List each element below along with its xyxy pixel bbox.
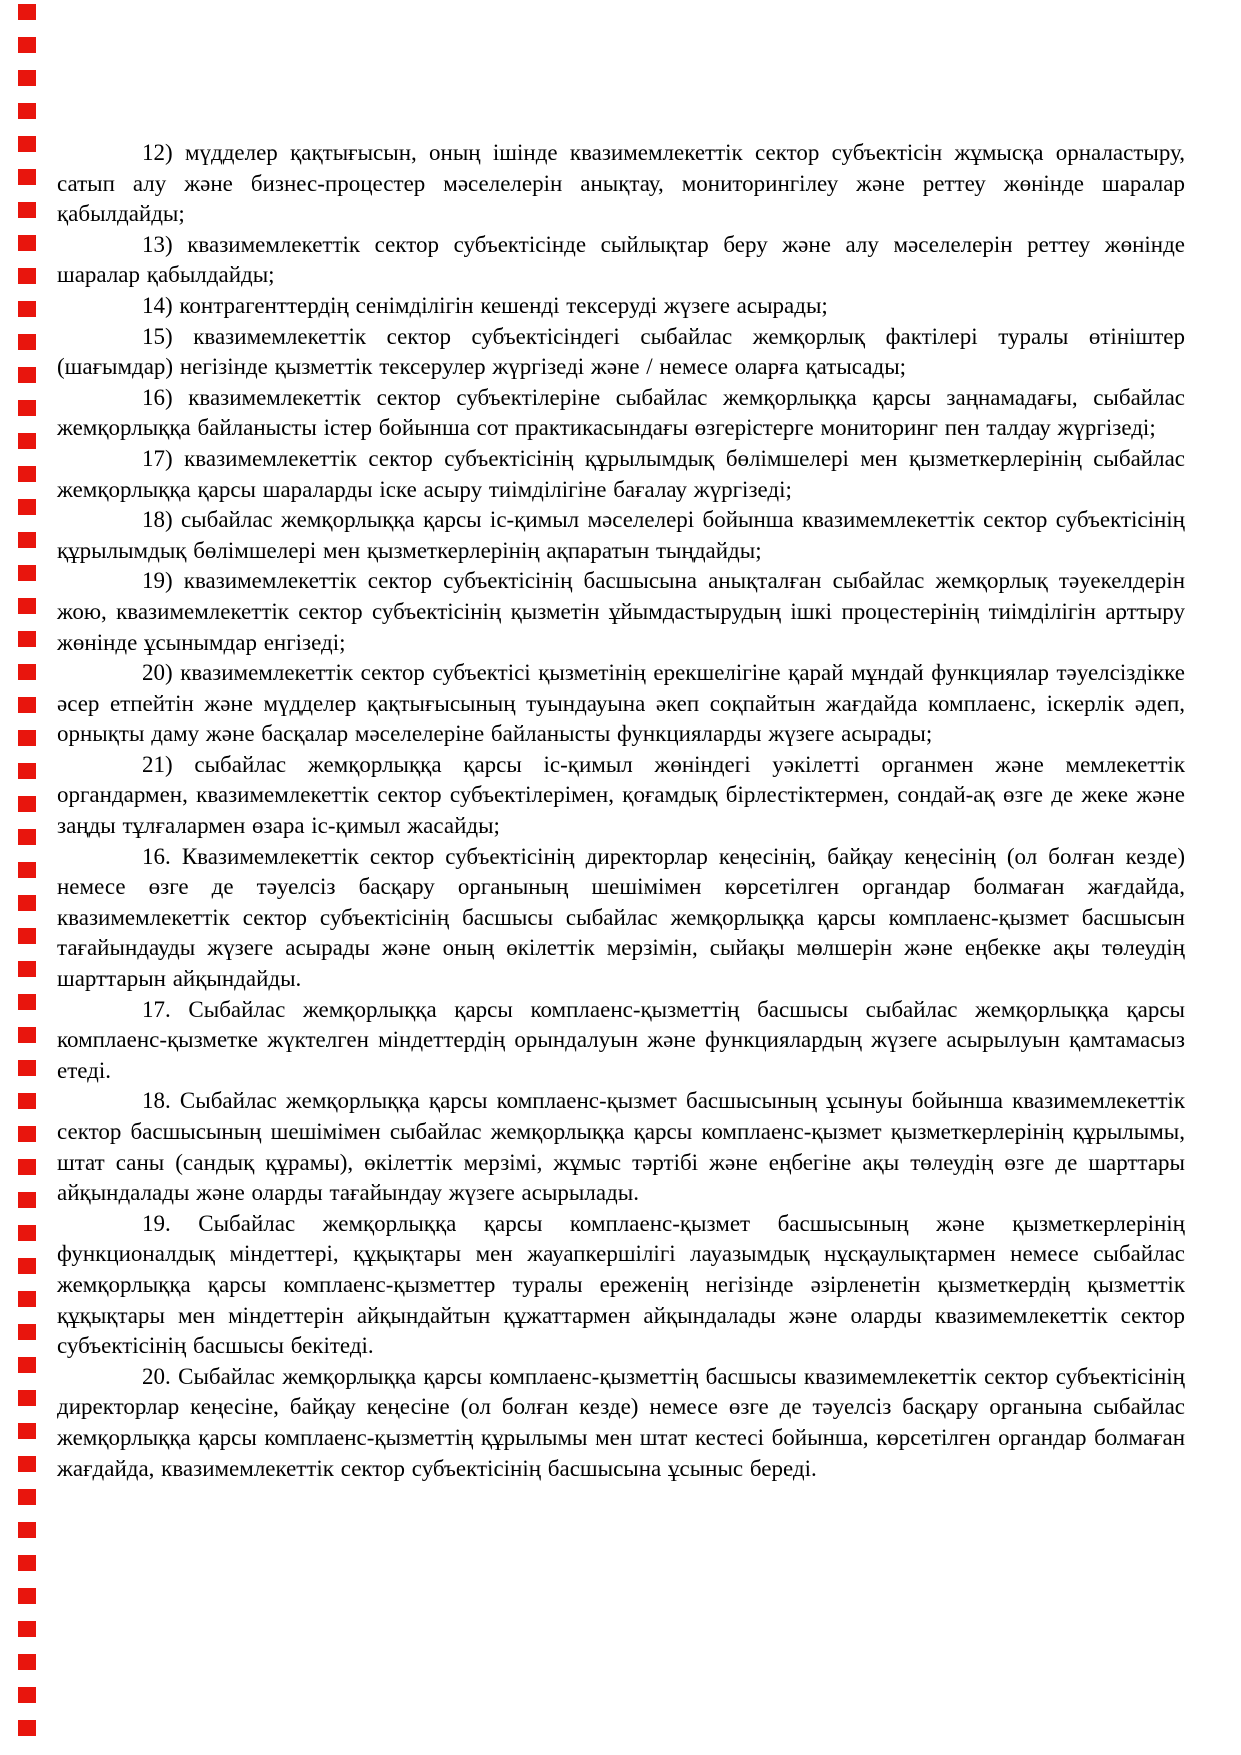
revision-mark bbox=[18, 829, 36, 845]
revision-mark bbox=[18, 1357, 36, 1373]
paragraph: 20. Сыбайлас жемқорлыққа қарсы комплаенс-қызметтің басшысы квазимемлекеттік сектор субъектісінің директорлар кеңесіне, байқау кеңесіне (ол болған кезде) немесе өзге де тәуелсіз басқару органына сыбайлас жемқорлыққа қарсы комплаенс-қызметтің құрылымы мен штат кестесі бойынша, көрсетілген органдар болмаған жағдайда, квазимемлекеттік сектор субъектісінің басшысына ұсыныс береді. bbox=[57, 1363, 1185, 1481]
paragraph: 12) мүдделер қақтығысын, оның ішінде квазимемлекеттік сектор субъектісін жұмысқа орналастыру, сатып алу және бизнес-процестер мәселелерін анықтау, мониторингілеу және реттеу жөнінде шаралар қабылдайды; bbox=[57, 140, 1185, 227]
revision-mark bbox=[18, 37, 36, 53]
revision-mark bbox=[18, 169, 36, 185]
paragraph: 13) квазимемлекеттік сектор субъектісінде сыйлықтар беру және алу мәселелерін реттеу жөнінде шаралар қабылдайды; bbox=[57, 231, 1185, 288]
paragraph: 17. Сыбайлас жемқорлыққа қарсы комплаенс-қызметтің басшысы сыбайлас жемқорлыққа қарсы комплаенс-қызметке жүктелген міндеттердің орындалуын және функциялардың жүзеге асырылуын қамтамасыз етеді. bbox=[57, 996, 1185, 1083]
revision-mark bbox=[18, 1588, 36, 1604]
revision-mark bbox=[18, 796, 36, 812]
revision-mark bbox=[18, 895, 36, 911]
revision-mark bbox=[18, 334, 36, 350]
paragraph: 16. Квазимемлекеттік сектор субъектісінің директорлар кеңесінің, байқау кеңесінің (ол болған кезде) немесе өзге де тәуелсіз басқару органының шешімімен көрсетілген органдар болмаған жағдайда, квазимемлекеттік сектор субъектісінің басшысы сыбайлас жемқорлыққа қарсы комплаенс-қызмет басшысын тағайындауды жүзеге асырады және оның өкілеттік мерзімін, сыйақы мөлшерін және еңбекке ақы төлеудің шарттарын айқындайды. bbox=[57, 843, 1185, 992]
revision-mark bbox=[18, 136, 36, 152]
revision-mark bbox=[18, 1489, 36, 1505]
revision-mark bbox=[18, 1027, 36, 1043]
paragraph: 21) сыбайлас жемқорлыққа қарсы іс-қимыл жөніндегі уәкілетті органмен және мемлекеттік органдармен, квазимемлекеттік сектор субъектілерімен, қоғамдық бірлестіктермен, сондай-ақ өзге де жеке және заңды тұлғалармен өзара іс-қимыл жасайды; bbox=[57, 751, 1185, 839]
revision-mark bbox=[18, 268, 36, 284]
revision-mark bbox=[18, 697, 36, 713]
revision-mark bbox=[18, 1126, 36, 1142]
revision-mark bbox=[18, 202, 36, 218]
revision-mark bbox=[18, 367, 36, 383]
revision-mark bbox=[18, 730, 36, 746]
paragraph: 15) квазимемлекеттік сектор субъектісіндегі сыбайлас жемқорлық фактілері туралы өтініштер (шағымдар) негізінде қызметтік тексерулер жүргізеді және / немесе оларға қатысады; bbox=[57, 323, 1185, 380]
revision-mark bbox=[18, 433, 36, 449]
revision-marks-column bbox=[18, 0, 36, 1755]
revision-mark bbox=[18, 1258, 36, 1274]
revision-mark bbox=[18, 1621, 36, 1637]
revision-mark bbox=[18, 862, 36, 878]
revision-mark bbox=[18, 1720, 36, 1736]
revision-mark bbox=[18, 1291, 36, 1307]
revision-mark bbox=[18, 631, 36, 647]
revision-mark bbox=[18, 961, 36, 977]
revision-mark bbox=[18, 1654, 36, 1670]
paragraph: 19. Сыбайлас жемқорлыққа қарсы комплаенс-қызмет басшысының және қызметкерлерінің функционалдық міндеттері, құқықтары мен жауапкершілігі лауазымдық нұсқаулықтармен немесе сыбайлас жемқорлыққа қарсы комплаенс-қызметтер туралы ереженің негізінде әзірленетін қызметкердің қызметтік құқықтары мен міндеттерін айқындайтын құжаттармен айқындалады және оларды квазимемлекеттік сектор субъектісінің басшысы бекітеді. bbox=[57, 1210, 1185, 1359]
revision-mark bbox=[18, 532, 36, 548]
revision-mark bbox=[18, 4, 36, 20]
paragraph: 14) контрагенттердің сенімділігін кешенді тексеруді жүзеге асырады; bbox=[142, 292, 828, 318]
revision-mark bbox=[18, 70, 36, 86]
paragraph: 17) квазимемлекеттік сектор субъектісінің құрылымдық бөлімшелері мен қызметкерлерінің сыбайлас жемқорлыққа қарсы шараларды іске асыру тиімділігіне бағалау жүргізеді; bbox=[57, 445, 1185, 502]
revision-mark bbox=[18, 499, 36, 515]
document-text bbox=[57, 138, 1185, 1484]
revision-mark bbox=[18, 103, 36, 119]
revision-mark bbox=[18, 664, 36, 680]
revision-mark bbox=[18, 1423, 36, 1439]
revision-mark bbox=[18, 1093, 36, 1109]
revision-mark bbox=[18, 1060, 36, 1076]
revision-mark bbox=[18, 1687, 36, 1703]
paragraph: 18. Сыбайлас жемқорлыққа қарсы комплаенс-қызмет басшысының ұсынуы бойынша квазимемлекеттік сектор басшысының шешімімен сыбайлас жемқорлыққа қарсы комплаенс-қызмет қызметкерлерінің құрылымы, штат саны (сандық құрамы), өкілеттік мерзімі, жұмыс тәртібі және еңбегіне ақы төлеудің өзге де шарттары айқындалады және оларды тағайындау жүзеге асырылады. bbox=[57, 1088, 1185, 1206]
revision-mark bbox=[18, 565, 36, 581]
revision-mark bbox=[18, 763, 36, 779]
revision-mark bbox=[18, 994, 36, 1010]
revision-mark bbox=[18, 400, 36, 416]
revision-mark bbox=[18, 1159, 36, 1175]
revision-mark bbox=[18, 1555, 36, 1571]
revision-mark bbox=[18, 1192, 36, 1208]
revision-mark bbox=[18, 928, 36, 944]
revision-mark bbox=[18, 1225, 36, 1241]
paragraph: 20) квазимемлекеттік сектор субъектісі қызметінің ерекшелігіне қарай мұндай функциялар тәуелсіздікке әсер етпейтін және мүдделер қақтығысының туындауына әкеп соқпайтын жағдайда комплаенс, іскерлік әдеп, орнықты даму және басқалар мәселелеріне байланысты функцияларды жүзеге асырады; bbox=[57, 660, 1185, 747]
revision-mark bbox=[18, 598, 36, 614]
revision-mark bbox=[18, 301, 36, 317]
paragraph: 16) квазимемлекеттік сектор субъектілеріне сыбайлас жемқорлыққа қарсы заңнамадағы, сыбайлас жемқорлыққа байланысты істер бойынша сот практикасындағы өзгерістерге мониторинг пен талдау жүргізеді; bbox=[57, 384, 1185, 441]
revision-mark bbox=[18, 1324, 36, 1340]
revision-mark bbox=[18, 1456, 36, 1472]
paragraph: 19) квазимемлекеттік сектор субъектісінің басшысына анықталған сыбайлас жемқорлық тәуекелдерін жою, квазимемлекеттік сектор субъектісінің қызметін ұйымдастырудың ішкі процестерінің тиімділігін арттыру жөнінде ұсынымдар енгізеді; bbox=[57, 568, 1185, 655]
revision-mark bbox=[18, 235, 36, 251]
revision-mark bbox=[18, 1390, 36, 1406]
paragraph: 18) сыбайлас жемқорлыққа қарсы іс-қимыл мәселелері бойынша квазимемлекеттік сектор субъектісінің құрылымдық бөлімшелері мен қызметкерлерінің ақпаратын тыңдайды; bbox=[57, 507, 1185, 563]
revision-mark bbox=[18, 466, 36, 482]
revision-mark bbox=[18, 1522, 36, 1538]
